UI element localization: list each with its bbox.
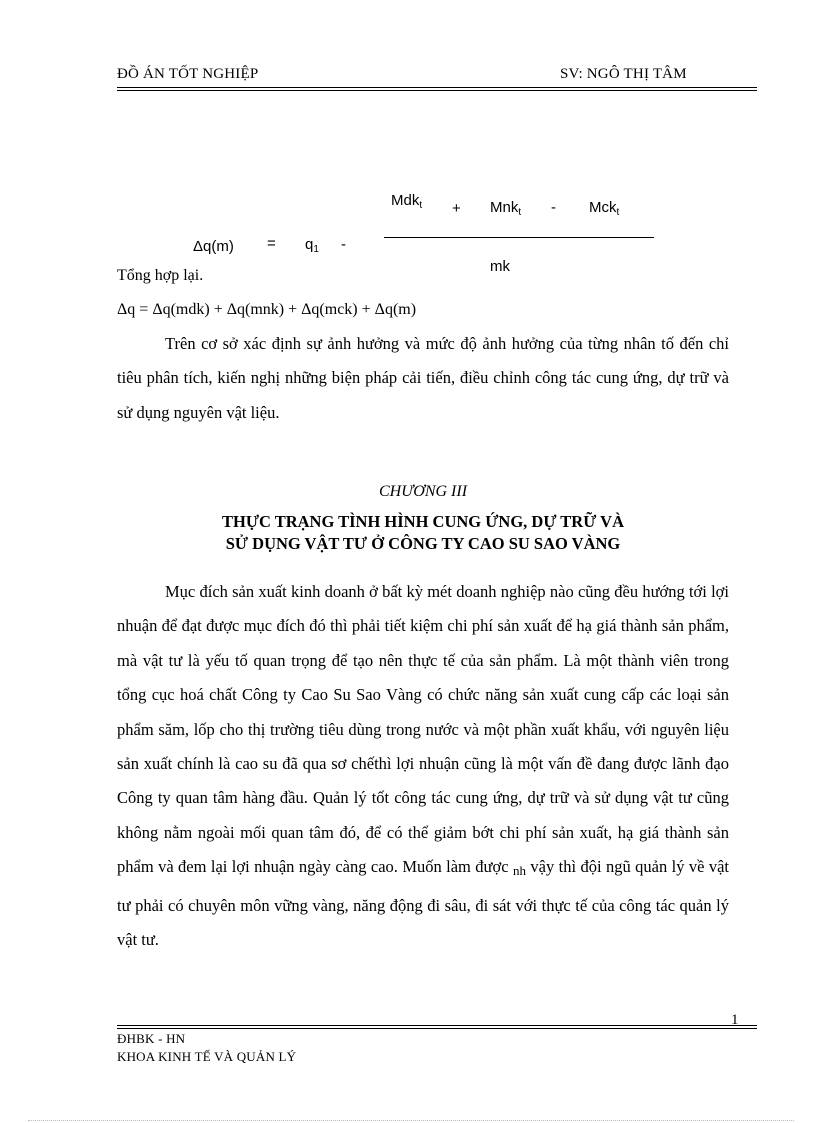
paragraph-2-nh: nh bbox=[512, 863, 526, 879]
formula-denominator: mk bbox=[490, 258, 510, 275]
header-rule-top bbox=[117, 87, 757, 88]
formula-numerator-mnk: Mnk$_t$ bbox=[490, 199, 522, 218]
page-number: 1 bbox=[731, 1012, 739, 1028]
paragraph-2-end: vậy thì đội ngũ quản lý về vật tư phải có chuyên môn vững vàng, năng động đi sâu, đi sát với thực tế của công tác quản lý vật tư. bbox=[117, 857, 730, 950]
paragraph-2 bbox=[117, 575, 729, 957]
footer-university: ĐHBK - HN bbox=[117, 1031, 186, 1046]
chapter-number: CHƯƠNG III bbox=[378, 483, 468, 500]
summary-formula: Δq = Δq(mdk) + Δq(mnk) + Δq(mck) + Δq(m) bbox=[117, 301, 417, 318]
paragraph-2-text: Mục đích sản xuất kinh doanh ở bất kỳ mét doanh nghiệp nào cũng đều hướng tới lợi nhuận để đạt được mục đích đó thì phải tiết kiệm chi phí sản xuất để hạ giá thành sản phẩm, mà vật tư là yếu tố quan trọng để tạo nên thực tế của sản phẩm. Là một thành viên trong tổng cục hoá chất Công ty Cao Su Sao Vàng có chức năng sản xuất cung cấp các loại sản phẩm săm, lốp cho thị trường tiêu dùng trong nước và một phần xuất khẩu, với nguyên liệu sản xuất chính là cao su đã qua sơ chếthì lợi nhuận cũng là một vấn đề đang được lãnh đạo Công ty quan tâm hàng đầu. Quản lý tốt công tác cung ứng, dự trữ và sử dụng vật tư cũng không nằm ngoài mối quan tâm đó, để có thể giảm bớt chi phí sản xuất, hạ giá thành sản phẩm và đem lại lợi nhuận ngày càng cao. Muốn làm được bbox=[117, 582, 729, 877]
header-student-name: SV: NGÔ THỊ TÂM bbox=[560, 66, 687, 82]
formula-plus: + bbox=[452, 200, 461, 217]
formula-equals: = bbox=[267, 235, 276, 252]
chapter-title-line-1: THỰC TRẠNG TÌNH HÌNH CUNG ỨNG, DỰ TRỮ VÀ bbox=[222, 512, 624, 531]
chapter-title-line-2: SỬ DỤNG VẬT TƯ Ở CÔNG TY CAO SU SAO VÀNG bbox=[225, 534, 621, 553]
formula-numerator-mck: Mck$_t$ bbox=[589, 199, 620, 218]
formula-lhs: Δq(m) bbox=[193, 238, 234, 255]
footer-rule-bottom bbox=[117, 1028, 757, 1029]
formula-numerator-mdk: Mdk$_t$ bbox=[391, 192, 423, 211]
paragraph-1 bbox=[117, 327, 729, 430]
header-left-title: ĐỒ ÁN TỐT NGHIỆP bbox=[117, 66, 259, 82]
footer-faculty: KHOA KINH TẾ VÀ QUẢN LÝ bbox=[117, 1049, 297, 1064]
summary-label: Tổng hợp lại. bbox=[117, 267, 204, 284]
formula-q1: $q_1$ bbox=[305, 236, 319, 255]
page-bottom-dotted-line bbox=[28, 1120, 794, 1121]
formula-minus: - bbox=[341, 236, 346, 253]
header-rule-bottom bbox=[117, 90, 757, 91]
fraction-bar bbox=[384, 237, 654, 238]
footer-rule-top bbox=[117, 1025, 757, 1026]
paragraph-1-text: Trên cơ sở xác định sự ảnh hưởng và mức độ ảnh hưởng của từng nhân tố đến chỉ tiêu phân tích, kiến nghị những biện pháp cải tiến, điều chỉnh công tác cung ứng, dự trữ và sử dụng nguyên vật liệu. bbox=[117, 334, 729, 422]
formula-minus-2: - bbox=[551, 199, 556, 216]
